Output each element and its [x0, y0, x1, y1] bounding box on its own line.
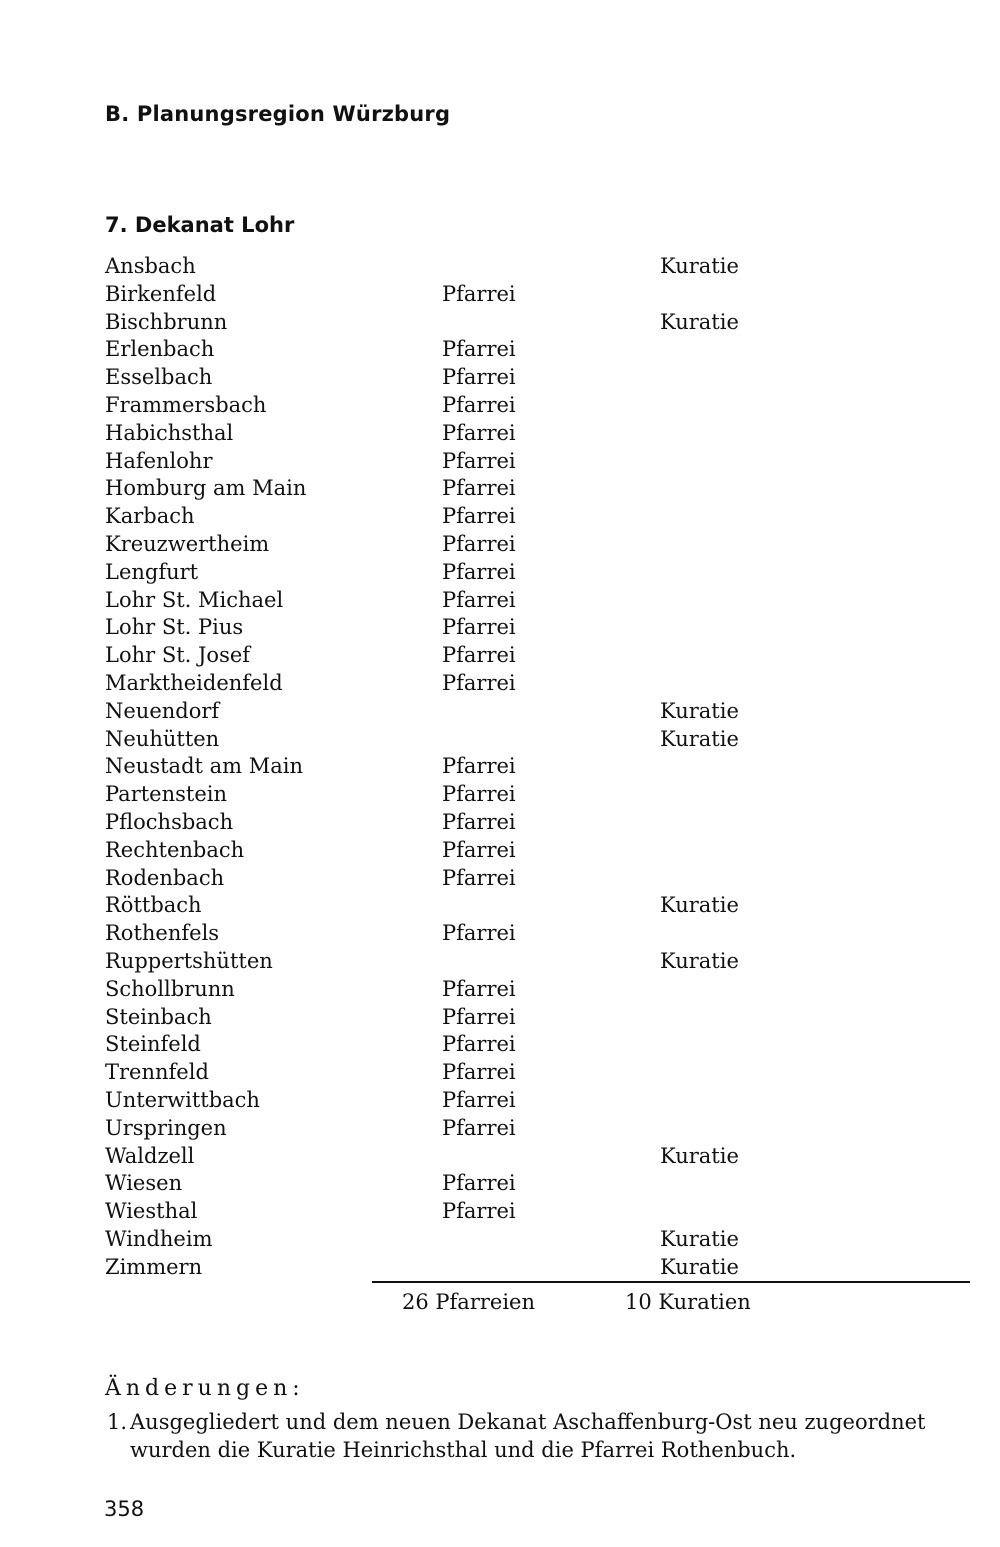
parish-name: Waldzell: [105, 1143, 195, 1168]
parish-type-pfarrei: Pfarrei: [442, 365, 516, 390]
parish-type-kuratie: Kuratie: [660, 948, 739, 973]
parish-name: Trennfeld: [105, 1060, 209, 1085]
parish-type-kuratie: Kuratie: [660, 726, 739, 751]
parish-name: Röttbach: [105, 893, 202, 918]
table-row: [105, 837, 805, 865]
parish-type-pfarrei: Pfarrei: [442, 670, 516, 695]
parish-name: Wiesen: [105, 1171, 183, 1196]
table-row: [105, 281, 805, 309]
change-item: [107, 1408, 987, 1464]
table-row: [105, 336, 805, 364]
parish-type-pfarrei: Pfarrei: [442, 587, 516, 612]
parish-name: Lohr St. Michael: [105, 587, 284, 612]
parish-type-kuratie: Kuratie: [660, 1254, 739, 1279]
parish-name: Rodenbach: [105, 865, 225, 890]
parish-name: Esselbach: [105, 365, 213, 390]
parish-name: Neuhütten: [105, 726, 220, 751]
changes-heading: Änderungen:: [105, 1376, 305, 1401]
parish-name: Wiesthal: [105, 1199, 198, 1224]
parish-type-pfarrei: Pfarrei: [442, 976, 516, 1001]
change-number: 1.: [107, 1410, 128, 1434]
parish-type-pfarrei: Pfarrei: [442, 504, 516, 529]
table-row: [105, 920, 805, 948]
parish-name: Ansbach: [105, 254, 196, 278]
table-row: [105, 670, 805, 698]
parish-name: Ruppertshütten: [105, 948, 273, 973]
parish-name: Karbach: [105, 504, 195, 529]
table-row: [105, 1087, 805, 1115]
table-row: [105, 809, 805, 837]
parish-type-pfarrei: Pfarrei: [442, 420, 516, 445]
parish-name: Habichsthal: [105, 420, 234, 445]
deanery-heading: 7. Dekanat Lohr: [105, 213, 295, 237]
parish-name: Lohr St. Pius: [105, 615, 244, 640]
table-row: [105, 726, 805, 754]
parish-name: Neustadt am Main: [105, 754, 303, 779]
table-row: [105, 531, 805, 559]
table-row: [105, 1170, 805, 1198]
parish-type-kuratie: Kuratie: [660, 254, 739, 278]
table-row: [105, 1254, 805, 1282]
parish-type-pfarrei: Pfarrei: [442, 476, 516, 501]
table-row: [105, 1031, 805, 1059]
parish-type-pfarrei: Pfarrei: [442, 643, 516, 668]
table-row: [105, 1115, 805, 1143]
table-row: [105, 976, 805, 1004]
parish-type-pfarrei: Pfarrei: [442, 1032, 516, 1057]
parish-type-pfarrei: Pfarrei: [442, 754, 516, 779]
table-row: [105, 1198, 805, 1226]
parish-name: Unterwittbach: [105, 1087, 260, 1112]
table-row: [105, 642, 805, 670]
parish-name: Neuendorf: [105, 698, 220, 723]
parish-type-kuratie: Kuratie: [660, 893, 739, 918]
table-row: [105, 1004, 805, 1032]
parish-name: Hafenlohr: [105, 448, 213, 473]
parish-type-pfarrei: Pfarrei: [442, 1004, 516, 1029]
region-heading: B. Planungsregion Würzburg: [105, 102, 451, 126]
table-row: [105, 420, 805, 448]
total-kuratien: 10 Kuratien: [625, 1290, 751, 1314]
total-pfarreien: 26 Pfarreien: [402, 1290, 535, 1314]
parish-name: Steinfeld: [105, 1032, 201, 1057]
parish-name: Schollbrunn: [105, 976, 235, 1001]
table-row: [105, 1226, 805, 1254]
table-row: [105, 781, 805, 809]
parish-name: Erlenbach: [105, 337, 215, 362]
parish-name: Zimmern: [105, 1254, 203, 1279]
parish-type-pfarrei: Pfarrei: [442, 531, 516, 556]
table-row: [105, 309, 805, 337]
change-text: Ausgegliedert und dem neuen Dekanat Aschaffenburg-Ost neu zugeordnet wurden die Kuratie Heinrichsthal und die Pfarrei Rothenbuch.: [130, 1410, 926, 1462]
parish-name: Bischbrunn: [105, 309, 228, 334]
table-row: [105, 253, 805, 281]
parish-type-kuratie: Kuratie: [660, 698, 739, 723]
parish-type-pfarrei: Pfarrei: [442, 837, 516, 862]
parish-type-pfarrei: Pfarrei: [442, 1060, 516, 1085]
parish-name: Marktheidenfeld: [105, 670, 283, 695]
parish-type-pfarrei: Pfarrei: [442, 921, 516, 946]
parish-type-pfarrei: Pfarrei: [442, 615, 516, 640]
table-row: [105, 614, 805, 642]
table-row: [105, 698, 805, 726]
parish-type-pfarrei: Pfarrei: [442, 559, 516, 584]
parish-type-pfarrei: Pfarrei: [442, 865, 516, 890]
parish-name: Homburg am Main: [105, 476, 307, 501]
parish-name: Steinbach: [105, 1004, 212, 1029]
parish-type-pfarrei: Pfarrei: [442, 281, 516, 306]
parish-name: Lohr St. Josef: [105, 643, 251, 668]
table-row: [105, 587, 805, 615]
parish-type-pfarrei: Pfarrei: [442, 782, 516, 807]
parish-type-kuratie: Kuratie: [660, 1143, 739, 1168]
parish-type-pfarrei: Pfarrei: [442, 809, 516, 834]
parish-type-pfarrei: Pfarrei: [442, 392, 516, 417]
table-row: [105, 364, 805, 392]
table-row: [105, 448, 805, 476]
page-number: 358: [104, 1497, 145, 1521]
parish-type-pfarrei: Pfarrei: [442, 1115, 516, 1140]
table-row: [105, 865, 805, 893]
parish-type-pfarrei: Pfarrei: [442, 448, 516, 473]
parish-name: Frammersbach: [105, 392, 267, 417]
table-row: [105, 892, 805, 920]
parish-name: Kreuzwertheim: [105, 531, 270, 556]
table-row: [105, 948, 805, 976]
parish-type-kuratie: Kuratie: [660, 1226, 739, 1251]
table-row: [105, 392, 805, 420]
parish-name: Birkenfeld: [105, 281, 217, 306]
table-row: [105, 559, 805, 587]
table-row: [105, 1059, 805, 1087]
parish-table: [105, 253, 805, 1281]
parish-name: Lengfurt: [105, 559, 199, 584]
table-row: [105, 475, 805, 503]
parish-name: Pflochsbach: [105, 809, 234, 834]
parish-name: Urspringen: [105, 1115, 227, 1140]
totals-rule: [372, 1281, 970, 1283]
parish-type-kuratie: Kuratie: [660, 309, 739, 334]
table-row: [105, 753, 805, 781]
parish-name: Partenstein: [105, 782, 228, 807]
parish-type-pfarrei: Pfarrei: [442, 1171, 516, 1196]
table-row: [105, 503, 805, 531]
parish-type-pfarrei: Pfarrei: [442, 1087, 516, 1112]
parish-name: Windheim: [105, 1226, 213, 1251]
parish-name: Rechtenbach: [105, 837, 245, 862]
parish-type-pfarrei: Pfarrei: [442, 1199, 516, 1224]
table-row: [105, 1143, 805, 1171]
parish-name: Rothenfels: [105, 921, 220, 946]
parish-type-pfarrei: Pfarrei: [442, 337, 516, 362]
